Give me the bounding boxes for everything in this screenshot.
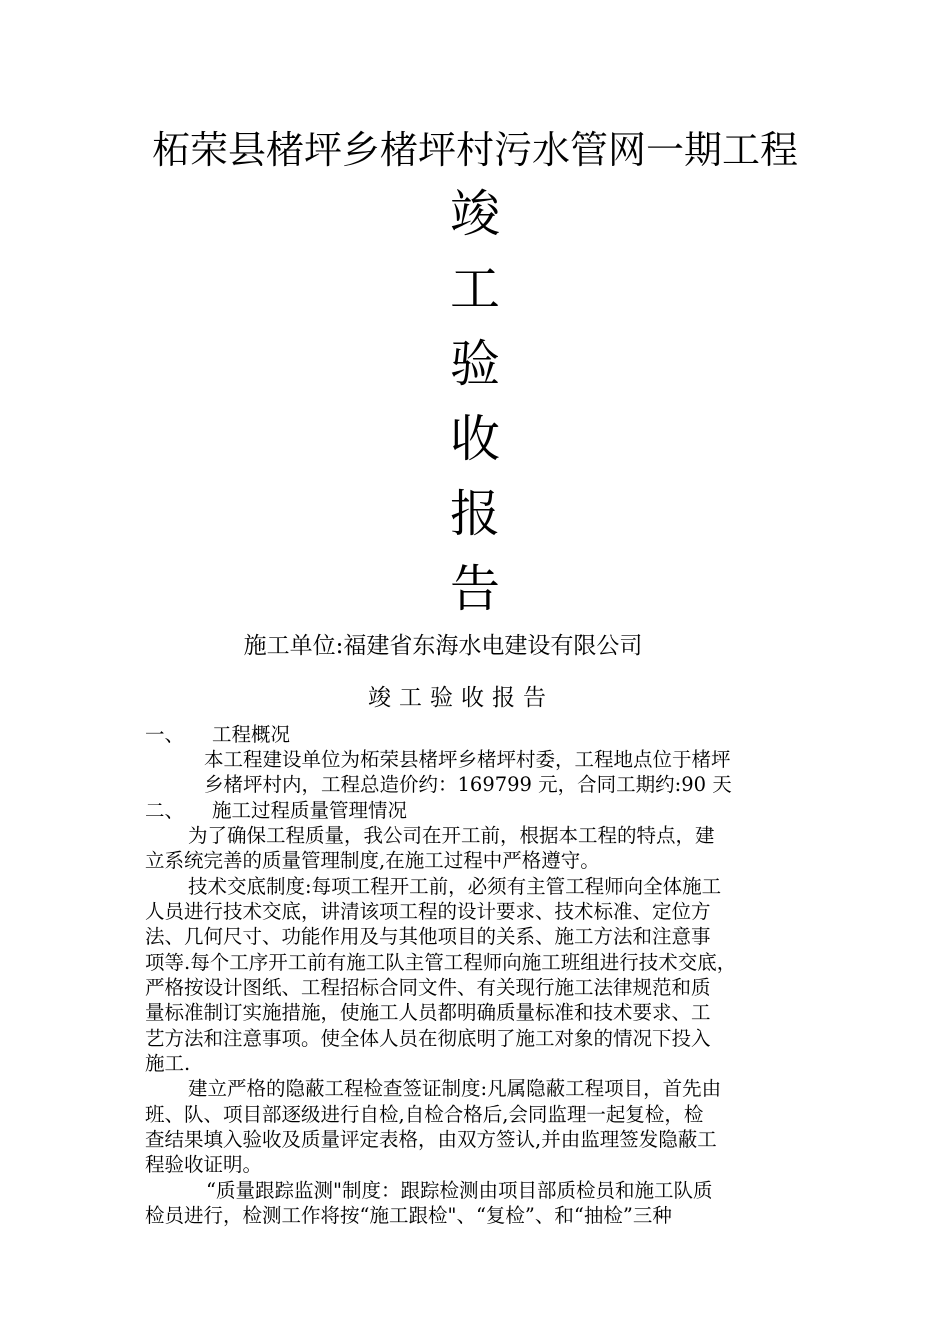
big-title-char-4: 收 <box>450 410 500 468</box>
paragraph-3-line-2: 班、队、项目部逐级进行自检,自检合格后,会同监理一起复检，检 <box>145 1103 704 1126</box>
big-title-char-3: 验 <box>450 335 500 393</box>
section-1-number: 一、 <box>145 723 185 746</box>
section-2-title: 施工过程质量管理情况 <box>212 799 408 822</box>
paragraph-4-line-2: 检员进行，检测工作将按“施工跟检"、“复检”、和“抽检”三种 <box>145 1204 672 1227</box>
contractor-line: 施工单位:福建省东海水电建设有限公司 <box>243 633 643 659</box>
paragraph-2-line-3: 法、几何尺寸、功能作用及与其他项目的关系、施工方法和注意事 <box>145 925 711 948</box>
big-title-char-5: 报 <box>450 485 500 543</box>
paragraph-1-line-1: 为了确保工程质量，我公司在开工前，根据本工程的特点，建 <box>188 824 715 847</box>
paragraph-2-line-1: 技术交底制度:每项工程开工前，必须有主管工程师向全体施工 <box>188 875 722 898</box>
paragraph-3-line-1: 建立严格的隐蔽工程检查签证制度:凡属隐蔽工程项目，首先由 <box>188 1077 722 1100</box>
section-1-title: 工程概况 <box>212 723 291 746</box>
paragraph-2-line-4: 项等.每个工序开工前有施工队主管工程师向施工班组进行技术交底， <box>145 951 737 974</box>
paragraph-2-line-2: 人员进行技术交底，讲清该项工程的设计要求、技术标准、定位方 <box>145 900 711 923</box>
paragraph-2-line-8: 施工. <box>145 1052 191 1075</box>
paragraph-1-line-2: 立系统完善的质量管理制度,在施工过程中严格遵守。 <box>145 849 600 872</box>
big-title-char-2: 工 <box>450 260 500 318</box>
big-title-char-6: 告 <box>450 560 500 618</box>
big-title-char-1: 竣 <box>450 185 500 243</box>
report-heading: 竣工验收报告 <box>368 685 554 711</box>
paragraph-2-line-7: 艺方法和注意事项。使全体人员在彻底明了施工对象的情况下投入 <box>145 1027 711 1050</box>
paragraph-4-line-1: “质量跟踪监测"制度：跟踪检测由项目部质检员和施工队质 <box>206 1179 713 1202</box>
section-1-line-2: 乡楮坪村内，工程总造价约：169799 元，合同工期约:90 天 <box>204 773 732 796</box>
section-1-line-1: 本工程建设单位为柘荣县楮坪乡楮坪村委，工程地点位于楮坪 <box>204 748 731 771</box>
paragraph-2-line-6: 量标准制订实施措施，使施工人员都明确质量标准和技术要求、工 <box>145 1001 711 1024</box>
paragraph-3-line-4: 程验收证明。 <box>145 1153 263 1176</box>
paragraph-2-line-5: 严格按设计图纸、工程招标合同文件、有关现行施工法律规范和质 <box>145 976 711 999</box>
project-title: 柘荣县楮坪乡楮坪村污水管网一期工程 <box>151 128 798 172</box>
section-2-number: 二、 <box>145 799 185 822</box>
paragraph-3-line-3: 查结果填入验收及质量评定表格，由双方签认,并由监理签发隐蔽工 <box>145 1128 717 1151</box>
